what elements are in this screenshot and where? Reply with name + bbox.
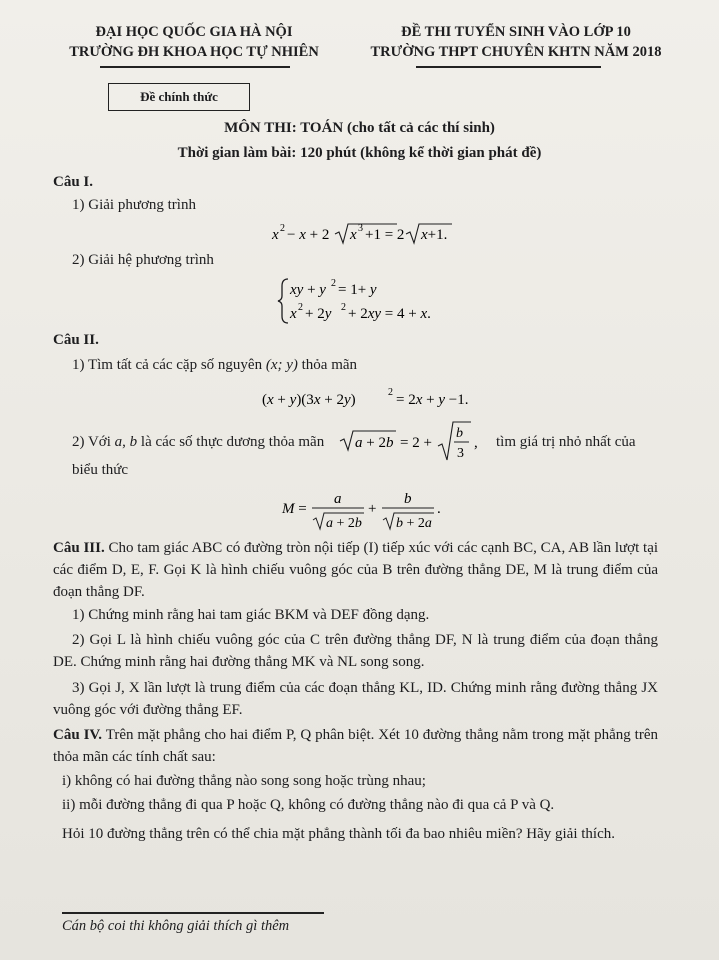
header-left-underline — [100, 66, 290, 68]
svg-text:+ 2y: + 2y — [305, 306, 332, 322]
q2-equation — [262, 384, 469, 412]
svg-text:+ 2xy = 4 + x.: + 2xy = 4 + x. — [348, 306, 431, 322]
svg-text:x+1.: x+1. — [421, 227, 448, 243]
q2-part1: 1) Tìm tất cả các cặp số nguyên (x; y) thỏa mãn — [72, 357, 358, 373]
svg-text:= 2 +: = 2 + — [400, 435, 432, 451]
q1-heading: Câu I. — [53, 174, 94, 190]
svg-text:2: 2 — [298, 302, 303, 313]
svg-text:− x + 2: − x + 2 — [287, 227, 330, 243]
svg-text:b + 2a: b + 2a — [396, 516, 432, 531]
svg-text:,: , — [474, 435, 478, 451]
svg-text:x: x — [350, 227, 357, 243]
q3-part1: 1) Chứng minh rằng hai tam giác BKM và DEF đồng dạng. — [72, 607, 430, 623]
q2-expression — [282, 486, 452, 532]
footer-note: Cán bộ coi thi không giải thích gì thêm — [62, 918, 290, 934]
header-right-underline — [416, 66, 601, 68]
svg-text:a + 2b: a + 2b — [355, 435, 394, 451]
svg-text:xy + y: xy + y — [290, 282, 326, 298]
svg-text:+: + — [368, 501, 377, 517]
svg-text:3: 3 — [358, 223, 363, 234]
q2-part2-a: 2) Với — [72, 434, 111, 450]
exam-time: Thời gian làm bài: 120 phút (không kể thời gian phát đề) — [177, 145, 542, 161]
q3-intro-text: Cho tam giác ABC có đường tròn nội tiếp (I) tiếp xúc với các cạnh BC, CA, AB lần lượt tại các điểm D, E, F. Gọi K là hình chiếu vuông góc của B trên đường thẳng DE, M là trung điểm của đoạn thẳng DF. — [53, 540, 659, 600]
subject-title: MÔN THI: TOÁN (cho tất cả các thí sinh) — [224, 120, 495, 136]
q2-part2-b: là các số thực dương thỏa mãn — [140, 434, 325, 450]
svg-text:= 2x + y −1.: = 2x + y −1. — [396, 392, 469, 408]
q4-condition-i: i) không có hai đường thẳng nào song song hoặc trùng nhau; — [62, 773, 426, 789]
q3-heading: Câu III. — [53, 540, 105, 556]
q2-part1-tail: thỏa mãn — [301, 357, 358, 373]
footer-line — [62, 912, 324, 914]
q4-intro — [53, 724, 658, 768]
q1-part2: 2) Giải hệ phương trình — [72, 252, 214, 268]
q4-intro-text: Trên mặt phẳng cho hai điểm P, Q phân biệt. Xét 10 đường thẳng nằm trong mặt phẳng trên thỏa mãn các tính chất sau: — [53, 727, 658, 765]
svg-text:= 1+ y: = 1+ y — [338, 282, 377, 298]
q2-part2: 2) Với a, b là các số thực dương thỏa mãn — [72, 434, 325, 450]
svg-text:.: . — [437, 501, 441, 517]
svg-text:a: a — [334, 491, 342, 507]
exam-name: ĐỀ THI TUYỂN SINH VÀO LỚP 10 — [401, 24, 631, 40]
svg-text:+1 = 2: +1 = 2 — [365, 227, 405, 243]
school-name: TRƯỜNG THPT CHUYÊN KHTN NĂM 2018 — [370, 44, 662, 60]
q4-condition-ii: ii) mỗi đường thẳng đi qua P hoặc Q, không có đường thẳng nào đi qua cả P và Q. — [62, 797, 555, 813]
q1-system — [278, 276, 458, 326]
q1-equation — [272, 218, 462, 248]
q3-part2: 2) Gọi L là hình chiếu vuông góc của C trên đường thẳng DF, N là trung điểm của đoạn thẳng DE. Chứng minh rằng hai đường thẳng MK và NL song song. — [53, 632, 658, 670]
svg-text:3: 3 — [457, 446, 464, 461]
faculty-name: TRƯỜNG ĐH KHOA HỌC TỰ NHIÊN — [69, 44, 319, 60]
q3-part3: 3) Gọi J, X lần lượt là trung điểm của các đoạn thẳng KL, ID. Chứng minh rằng đường thẳng JX vuông góc với đường thẳng EF. — [53, 680, 658, 718]
svg-text:b: b — [404, 491, 412, 507]
q2-part2-d: biểu thức — [72, 462, 129, 478]
svg-text:a + 2b: a + 2b — [326, 516, 362, 531]
header-right — [356, 22, 676, 62]
official-label: Đề chính thức — [108, 83, 250, 111]
q1-part1: 1) Giải phương trình — [72, 197, 196, 213]
svg-text:(x + y)(3x + 2y): (x + y)(3x + 2y) — [262, 392, 356, 408]
svg-text:x: x — [272, 227, 279, 243]
q2-condition — [338, 418, 496, 464]
svg-text:2: 2 — [388, 387, 393, 398]
q2-heading: Câu II. — [53, 332, 99, 348]
q3-intro — [53, 537, 658, 603]
svg-text:2: 2 — [280, 223, 285, 234]
svg-text:2: 2 — [331, 278, 336, 289]
svg-text:b: b — [456, 426, 463, 441]
q4-heading: Câu IV. — [53, 727, 103, 743]
q4-question: Hỏi 10 đường thẳng trên có thể chia mặt phẳng thành tối đa bao nhiêu miền? Hãy giải thích. — [62, 826, 616, 842]
svg-text:x: x — [290, 306, 297, 322]
svg-text:M =: M = — [282, 501, 307, 517]
header-left — [58, 22, 330, 62]
university-name: ĐẠI HỌC QUỐC GIA HÀ NỘI — [95, 24, 293, 40]
svg-text:2: 2 — [341, 302, 346, 313]
q2-part2-c: tìm giá trị nhỏ nhất của — [496, 434, 636, 450]
q2-part1-text: 1) Tìm tất cả các cặp số nguyên — [72, 357, 263, 373]
